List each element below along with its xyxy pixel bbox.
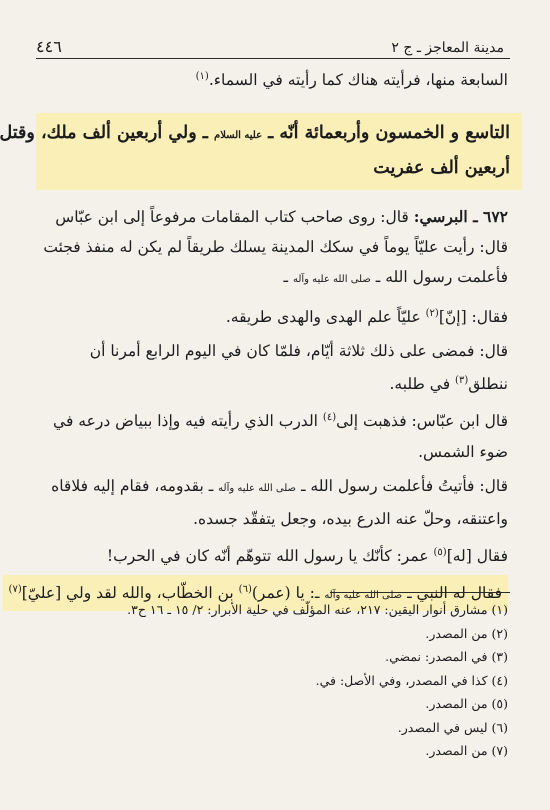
hadith-number: ٦٧٢ ـ البرسي: xyxy=(413,207,508,227)
footnote-ref: (٥) xyxy=(433,546,447,558)
footnote-ref: (٣) xyxy=(455,375,469,387)
paragraph: فقال [له]$^{(٥)}$ عمر: كأنّك يا رسول الله تتوهّم أنّه كان في الحرب! xyxy=(106,546,508,565)
running-title: مدينة المعاجز ـ ج ٢ xyxy=(391,40,504,56)
paragraph-hadith-672: ٦٧٢ ـ البرسي: قال: روى صاحب كتاب المقامات مرفوعاً إلى ابن عبّاس قال: رأيت عليّاً يوماً في سكك المدينة يسلك طريقاً لم يكن له منفذ فجئت فأعلمت رسول الله ـ صلى الله عليه وآله ـ xyxy=(43,207,508,287)
page-number: ٤٤٦ xyxy=(36,37,62,56)
footnotes xyxy=(40,598,508,763)
footnote: (٢) من المصدر. xyxy=(425,625,508,641)
footnote: (٤) كذا في المصدر، وفي الأصل: في. xyxy=(315,672,508,688)
footnote-ref: (٤) xyxy=(322,412,337,424)
honorific: صلى الله عليه وآله xyxy=(324,589,403,601)
page-header xyxy=(36,30,504,56)
header-divider xyxy=(36,58,510,59)
honorific: صلى الله عليه وآله xyxy=(292,274,371,286)
footnote: (٦) ليس في المصدر. xyxy=(397,719,508,735)
continuation-line: السابعة منها، فرأيته هناك كما رأيته في السماء.$^{(١)}$ xyxy=(195,71,508,90)
footnote-ref: (٢) xyxy=(425,308,439,320)
page-body xyxy=(0,62,510,611)
footnote-ref: (١) xyxy=(195,71,209,82)
footnote-divider xyxy=(330,592,510,593)
footnote: (٧) من المصدر. xyxy=(425,743,508,758)
footnote-ref: (٦) xyxy=(238,583,252,595)
honorific: عليه السلام xyxy=(214,130,263,142)
honorific: صلى الله عليه وآله xyxy=(218,482,297,494)
section-heading: التاسع و الخمسون وأربعمائة أنّه ـ عليه السلام ـ ولي أربعين ألف ملك، وقتل أربعين ألف عفريت xyxy=(36,113,522,190)
footnote-ref: (٧) xyxy=(8,583,22,595)
paragraph: قال: فأتيتُ فأعلمت رسول الله ـ صلى الله عليه وآله ـ بقدومه، فقام إليه فلاقاه واعتنقه، وحلّ عنه الدرع بيده، وجعل يتفقّد جسده. xyxy=(51,476,508,528)
footnote: (١) مشارق أنوار اليقين: ٢١٧، عنه المؤلّف في حلية الأبرار: ٢/ ١٥ ـ ١٦ ح٣. xyxy=(127,602,508,617)
paragraph: فقال: [إنّ]$^{(٢)}$ عليّاً علم الهدى والهدى طريقه. xyxy=(225,308,508,327)
paragraph: قال: فمضى على ذلك ثلاثة أيّام، فلمّا كان في اليوم الرابع أمرنا أن ننطلق$^{(٣)}$ في طلبه. xyxy=(89,342,508,394)
footnote: (٥) من المصدر. xyxy=(425,696,508,711)
footnote: (٣) في المصدر: نمضي. xyxy=(385,649,508,664)
paragraph: قال ابن عبّاس: فذهبت إلى$^{(٤)}$ الدرب الذي رأيته فيه وإذا ببياض درعه في ضوء الشمس. xyxy=(53,412,508,461)
highlighted-paragraph: فقال له النبي ـ صلى الله عليه وآله ـ: يا (عمر)$^{(٦)}$ بن الخطّاب، والله لقد ولي [عليّ]$^{(٧)}$ xyxy=(40,575,508,611)
